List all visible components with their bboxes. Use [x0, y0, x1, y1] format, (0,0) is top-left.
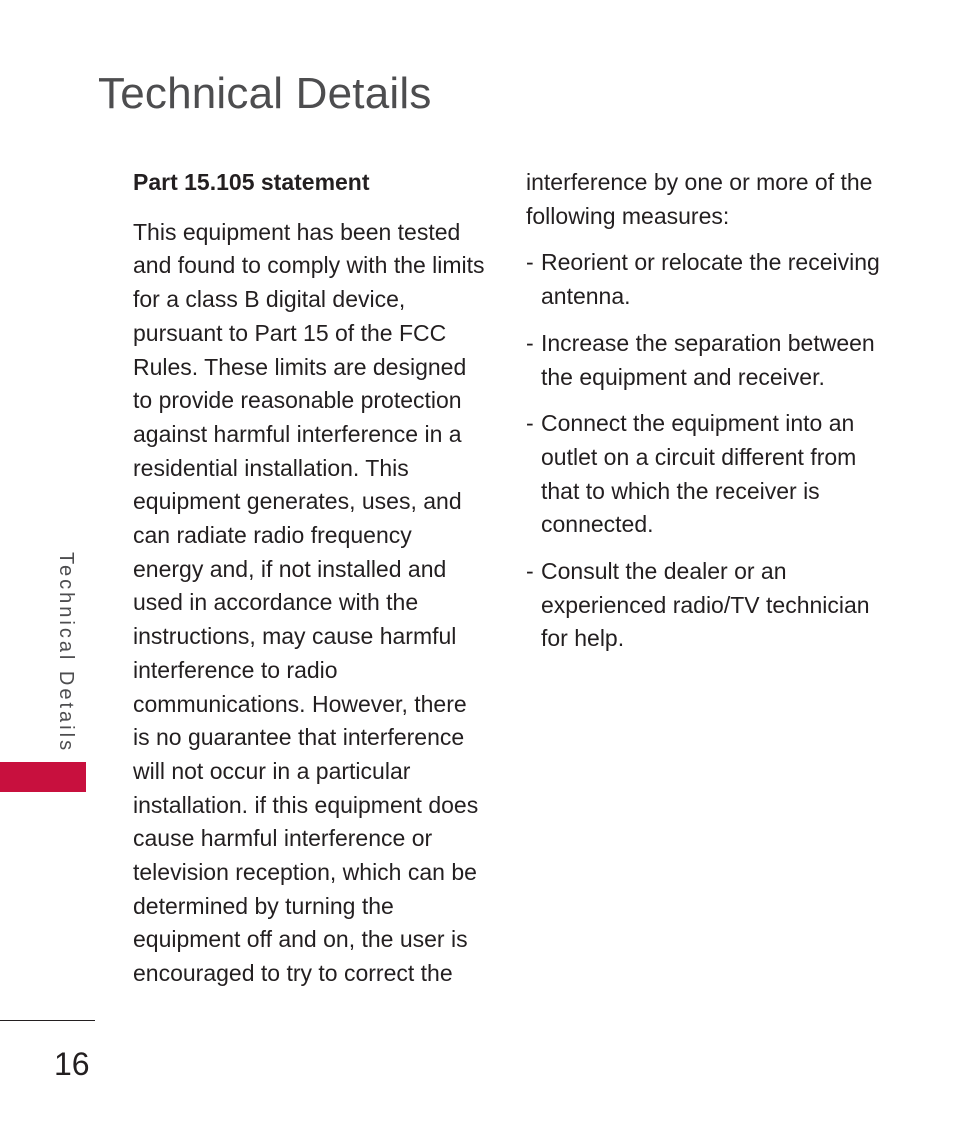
- side-tab-marker: [0, 762, 86, 792]
- measure-item: [526, 555, 886, 656]
- page-number: 16: [54, 1046, 90, 1082]
- dash-bullet: -: [526, 249, 534, 276]
- measures-intro: interference by one or more of the following measures:: [526, 169, 873, 229]
- statement-paragraph: This equipment has been tested and found to comply with the limits for a class B digital device, pursuant to Part 15 of the FCC Rules. These limits are designed to provide reasonable protection against harmful interference in a residential installation. This equipment generates, uses, and can radiate radio frequency energy and, if not installed and used in accordance with the instructions, may cause harmful interference to radio communications. However, there is no guarantee that interference will not occur in a particular installation. if this equipment does cause harmful interference or television reception, which can be determined by turning the equipment off and on, the user is encouraged to try to correct the: [133, 218, 485, 987]
- measure-text: Reorient or relocate the receiving antenna.: [541, 249, 880, 310]
- measures-list: [526, 246, 886, 656]
- right-column: [526, 166, 886, 669]
- measure-text: Increase the separation between the equipment and receiver.: [541, 329, 875, 390]
- measure-text: Consult the dealer or an experienced radio/TV technician for help.: [541, 558, 870, 652]
- footer-divider: [0, 1020, 95, 1021]
- dash-bullet: -: [526, 410, 534, 437]
- measure-item: [526, 407, 886, 542]
- dash-bullet: -: [526, 329, 534, 356]
- page-title: Technical Details: [98, 69, 432, 118]
- measure-text: Connect the equipment into an outlet on a circuit different from that to which the receiver is connected.: [541, 410, 857, 538]
- left-column: [133, 166, 485, 991]
- measure-item: [526, 246, 886, 313]
- section-heading: Part 15.105 statement: [133, 169, 370, 195]
- dash-bullet: -: [526, 558, 534, 585]
- measure-item: [526, 327, 886, 394]
- side-tab-label: Technical Details: [55, 552, 77, 754]
